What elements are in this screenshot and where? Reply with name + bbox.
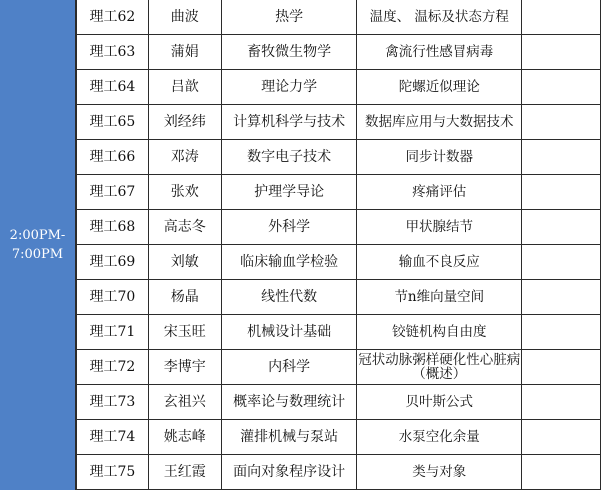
empty-cell	[522, 0, 601, 35]
lecture-topic-cell: 节n维向量空间	[357, 280, 522, 315]
empty-cell	[522, 140, 601, 175]
empty-cell	[522, 280, 601, 315]
empty-cell	[522, 105, 601, 140]
lecturer-name-cell: 高志冬	[148, 210, 221, 245]
course-name-cell: 数字电子技术	[221, 140, 357, 175]
empty-cell	[522, 455, 601, 490]
lecture-topic-cell: 类与对象	[357, 455, 522, 490]
table-row	[77, 0, 601, 35]
lecture-id-cell: 理工68	[77, 210, 149, 245]
lecture-id-cell: 理工73	[77, 385, 149, 420]
empty-cell	[522, 210, 601, 245]
table-row	[77, 210, 601, 245]
empty-cell	[522, 315, 601, 350]
lecture-id-cell: 理工72	[77, 350, 149, 385]
empty-cell	[522, 385, 601, 420]
table-row	[77, 420, 601, 455]
lecture-topic-cell: 甲状腺结节	[357, 210, 522, 245]
lecturer-name-cell: 蒲娟	[148, 35, 221, 70]
empty-cell	[522, 35, 601, 70]
lecturer-name-cell: 刘经纬	[148, 105, 221, 140]
lecture-id-cell: 理工63	[77, 35, 149, 70]
course-name-cell: 护理学导论	[221, 175, 357, 210]
lecturer-name-cell: 杨晶	[148, 280, 221, 315]
empty-cell	[522, 245, 601, 280]
table-row	[77, 455, 601, 490]
lecture-id-cell: 理工70	[77, 280, 149, 315]
lecturer-name-cell: 刘敏	[148, 245, 221, 280]
course-name-cell: 内科学	[221, 350, 357, 385]
table-row	[77, 105, 601, 140]
empty-cell	[522, 420, 601, 455]
lecturer-name-cell: 曲波	[148, 0, 221, 35]
table-row	[77, 35, 601, 70]
lecture-id-cell: 理工67	[77, 175, 149, 210]
lecture-topic-cell: 铰链机构自由度	[357, 315, 522, 350]
lecture-id-cell: 理工62	[77, 0, 149, 35]
course-name-cell: 理论力学	[221, 70, 357, 105]
schedule-table	[76, 0, 601, 490]
lecture-id-cell: 理工74	[77, 420, 149, 455]
empty-cell	[522, 350, 601, 385]
lecturer-name-cell: 李博宇	[148, 350, 221, 385]
lecture-topic-cell: 同步计数器	[357, 140, 522, 175]
lecturer-name-cell: 张欢	[148, 175, 221, 210]
lecture-id-cell: 理工71	[77, 315, 149, 350]
course-name-cell: 计算机科学与技术	[221, 105, 357, 140]
lecture-id-cell: 理工64	[77, 70, 149, 105]
lecture-topic-cell: 水泵空化余量	[357, 420, 522, 455]
table-row	[77, 315, 601, 350]
lecture-topic-cell: 输血不良反应	[357, 245, 522, 280]
time-slot-start: 2:00PM-	[9, 228, 66, 243]
course-name-cell: 临床输血学检验	[221, 245, 357, 280]
lecture-id-cell: 理工75	[77, 455, 149, 490]
table-row	[77, 140, 601, 175]
lecture-id-cell: 理工66	[77, 140, 149, 175]
lecture-id-cell: 理工65	[77, 105, 149, 140]
course-name-cell: 热学	[221, 0, 357, 35]
table-row	[77, 350, 601, 385]
table-row	[77, 245, 601, 280]
course-name-cell: 概率论与数理统计	[221, 385, 357, 420]
time-slot-cell	[0, 0, 76, 490]
lecture-topic-cell: 禽流行性感冒病毒	[357, 35, 522, 70]
lecture-id-cell: 理工69	[77, 245, 149, 280]
empty-cell	[522, 70, 601, 105]
lecturer-name-cell: 宋玉旺	[148, 315, 221, 350]
lecture-topic-cell: 疼痛评估	[357, 175, 522, 210]
table-row	[77, 175, 601, 210]
course-name-cell: 畜牧微生物学	[221, 35, 357, 70]
lecturer-name-cell: 邓涛	[148, 140, 221, 175]
lecture-topic-cell: 陀螺近似理论	[357, 70, 522, 105]
empty-cell	[522, 175, 601, 210]
lecturer-name-cell: 玄祖兴	[148, 385, 221, 420]
lecture-topic-cell: 数据库应用与大数据技术	[357, 105, 522, 140]
table-row	[77, 385, 601, 420]
lecturer-name-cell: 吕歆	[148, 70, 221, 105]
lecture-topic-cell: 温度、 温标及状态方程	[357, 0, 522, 35]
time-slot-end: 7:00PM	[11, 247, 64, 262]
lecture-topic-cell: 冠状动脉粥样硬化性心脏病（概述）	[357, 350, 522, 385]
course-name-cell: 线性代数	[221, 280, 357, 315]
course-name-cell: 灌排机械与泵站	[221, 420, 357, 455]
lecture-topic-cell: 贝叶斯公式	[357, 385, 522, 420]
course-name-cell: 机械设计基础	[221, 315, 357, 350]
table-row	[77, 70, 601, 105]
course-name-cell: 面向对象程序设计	[221, 455, 357, 490]
lecturer-name-cell: 姚志峰	[148, 420, 221, 455]
table-row	[77, 280, 601, 315]
course-name-cell: 外科学	[221, 210, 357, 245]
lecturer-name-cell: 王红霞	[148, 455, 221, 490]
